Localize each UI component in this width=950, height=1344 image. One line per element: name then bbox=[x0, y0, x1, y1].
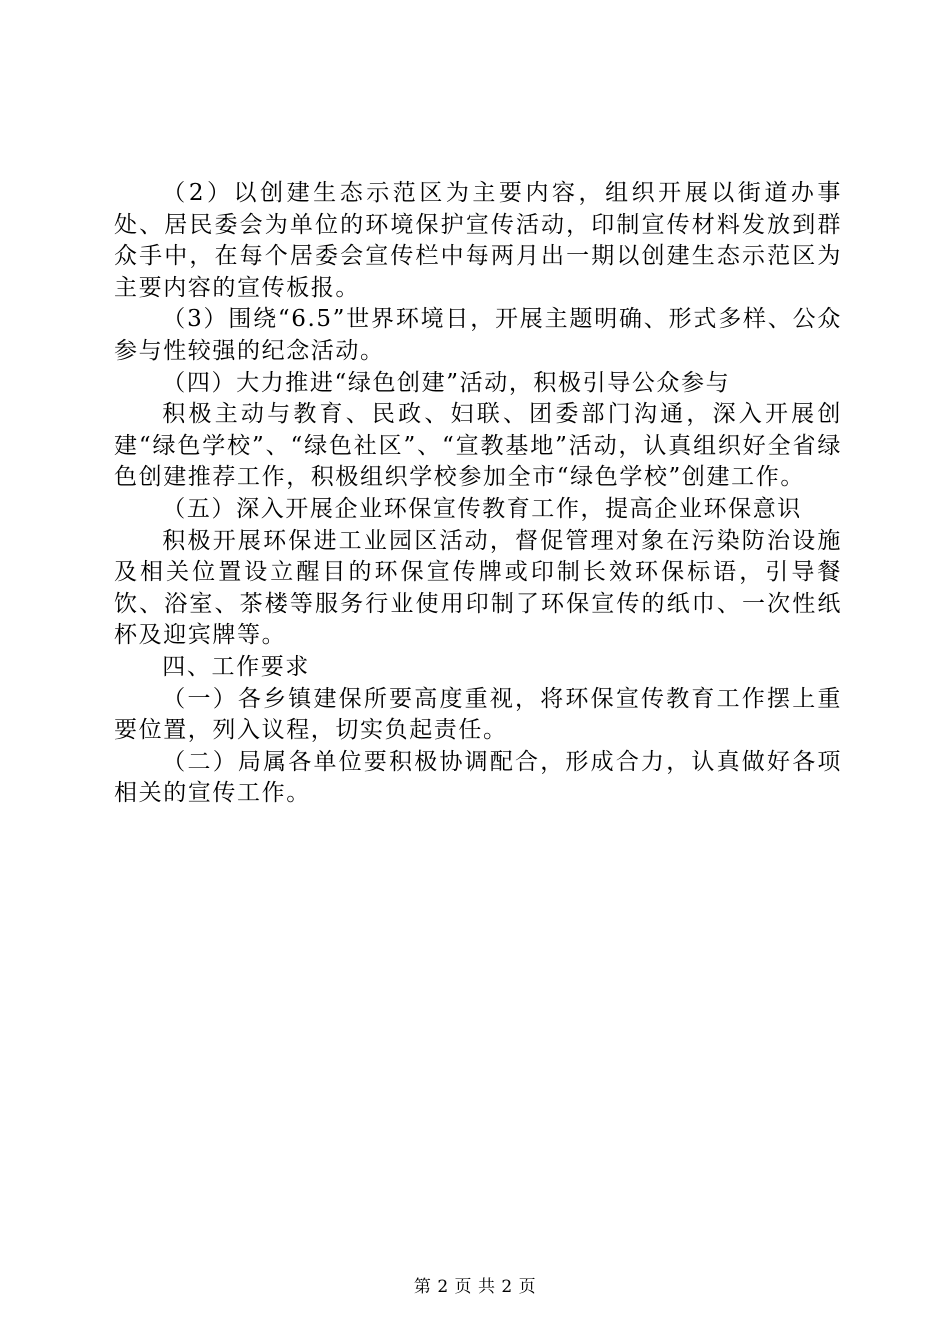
paragraph-requirement-1: （一）各乡镇建保所要高度重视，将环保宣传教育工作摆上重要位置，列入议程，切实负起责任。 bbox=[114, 685, 842, 744]
paragraph-enterprise: 积极开展环保进工业园区活动，督促管理对象在污染防治设施及相关位置设立醒目的环保宣传牌或印制长效环保标语，引导餐饮、浴室、茶楼等服务行业使用印制了环保宣传的纸巾、一次性纸杯及迎宾牌等。 bbox=[114, 527, 842, 649]
section-heading-4: （四）大力推进“绿色创建”活动，积极引导公众参与 bbox=[162, 369, 731, 396]
document-body bbox=[114, 178, 842, 810]
paragraph-requirement-2: （二）局属各单位要积极协调配合，形成合力，认真做好各项相关的宣传工作。 bbox=[114, 748, 842, 807]
section-heading-5: （五）深入开展企业环保宣传教育工作，提高企业环保意识 bbox=[162, 495, 802, 522]
paragraph-green-creation: 积极主动与教育、民政、妇联、团委部门沟通，深入开展创建“绿色学校”、“绿色社区”、“宣教基地”活动，认真组织好全省绿色创建推荐工作，积极组织学校参加全市“绿色学校”创建工作。 bbox=[114, 401, 842, 491]
paragraph-item-2: （2）以创建生态示范区为主要内容，组织开展以街道办事处、居民委会为单位的环境保护宣传活动，印制宣传材料发放到群众手中，在每个居委会宣传栏中每两月出一期以创建生态示范区为主要内容的宣传板报。 bbox=[114, 180, 842, 301]
section-heading-work-requirements: 四、工作要求 bbox=[162, 653, 310, 680]
paragraph-item-3: （3）围绕“6.5”世界环境日，开展主题明确、形式多样、公众参与性较强的纪念活动。 bbox=[114, 306, 842, 364]
page-footer: 第 2 页 共 2 页 bbox=[413, 1277, 537, 1297]
